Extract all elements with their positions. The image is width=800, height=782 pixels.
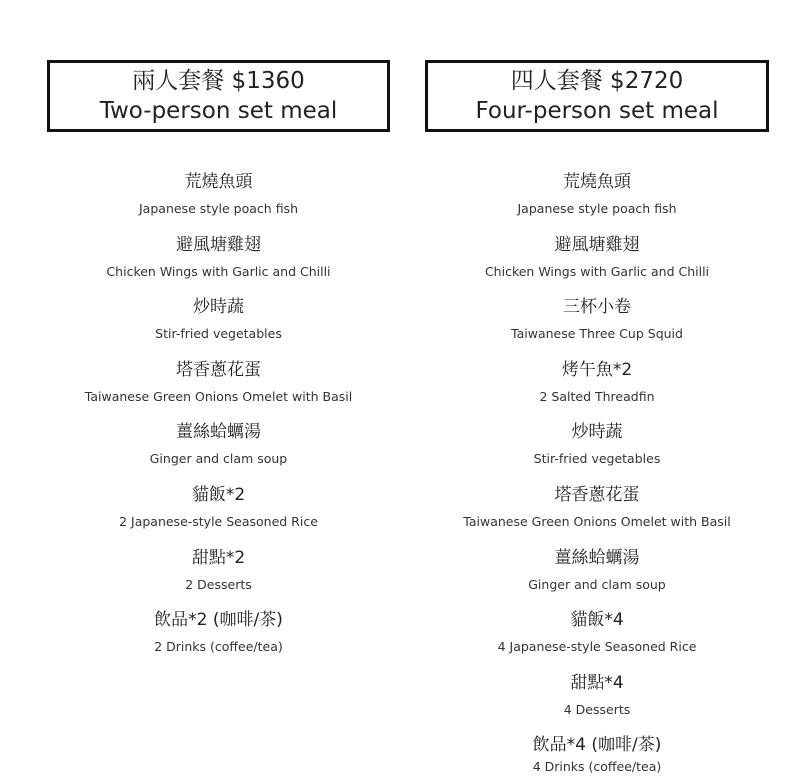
menu-item-chinese-name: 烤午魚*2: [561, 359, 633, 380]
menu-item-english-name: Ginger and clam soup: [149, 451, 288, 467]
menu-item: [425, 233, 769, 296]
menu-item: [47, 295, 390, 358]
menu-item: [425, 170, 769, 233]
menu-item-chinese-name: 貓飯*2: [191, 484, 246, 505]
menu-item-english-name: Taiwanese Three Cup Squid: [511, 326, 683, 342]
menu-item-chinese-name: 避風塘雞翅: [554, 234, 640, 255]
menu-item: [47, 483, 390, 546]
menu-item-english-name: 4 Drinks (coffee/tea): [532, 759, 662, 775]
menu-item-english-name: 4 Desserts: [563, 701, 631, 717]
menu-item-chinese-name: 避風塘雞翅: [176, 234, 261, 255]
two-person-title: 兩人套餐 $1360: [132, 68, 305, 94]
menu-item-english-name: Chicken Wings with Garlic and Chilli: [484, 263, 710, 279]
menu-item-chinese-name: 飲品*4 (咖啡/茶): [532, 735, 662, 756]
four-person-title: 四人套餐 $2720: [510, 68, 684, 94]
menu-item: [425, 546, 769, 609]
menu-item: [425, 608, 769, 671]
menu-item-chinese-name: 甜點*4: [570, 672, 624, 693]
menu-item-chinese-name: 薑絲蛤蠣湯: [176, 422, 261, 443]
menu-item-chinese-name: 三杯小卷: [563, 297, 631, 318]
menu-item: [425, 420, 769, 483]
menu-item: [425, 733, 769, 773]
menu-item-chinese-name: 荒燒魚頭: [184, 172, 253, 192]
menu-item: [425, 358, 769, 421]
menu-item-english-name: 2 Salted Threadfin: [539, 388, 655, 404]
menu-item: [425, 483, 769, 546]
menu-item-chinese-name: 塔香蔥花蛋: [176, 359, 261, 380]
two-person-menu: [47, 60, 390, 671]
two-person-header: [47, 60, 390, 132]
menu-item-english-name: 4 Japanese-style Seasoned Rice: [497, 639, 697, 655]
menu-item: [47, 170, 390, 233]
four-person-menu: [425, 60, 769, 773]
menu-item-chinese-name: 甜點*2: [191, 547, 246, 568]
menu-item-english-name: Taiwanese Green Onions Omelet with Basil: [463, 513, 731, 529]
menu-item-english-name: Stir-fried vegetables: [155, 326, 282, 342]
four-person-item-list: [425, 170, 769, 773]
menu-item-english-name: Ginger and clam soup: [528, 576, 666, 592]
menu-item-english-name: Stir-fried vegetables: [533, 451, 661, 467]
menu-item-chinese-name: 塔香蔥花蛋: [554, 484, 640, 505]
menu-item: [47, 358, 390, 421]
four-person-subtitle: Four-person set meal: [475, 98, 719, 124]
menu-item-english-name: 2 Japanese-style Seasoned Rice: [119, 513, 318, 529]
menu-item: [425, 671, 769, 734]
two-person-item-list: [47, 170, 390, 671]
menu-item-english-name: 2 Desserts: [185, 576, 252, 592]
menu-item-chinese-name: 飲品*2 (咖啡/茶): [154, 610, 283, 631]
menu-item-chinese-name: 荒燒魚頭: [563, 172, 631, 192]
menu-item: [47, 233, 390, 296]
menu-item-english-name: Japanese style poach fish: [139, 201, 298, 216]
menu-item-english-name: 2 Drinks (coffee/tea): [154, 639, 283, 655]
menu-item-english-name: Taiwanese Green Onions Omelet with Basil: [84, 388, 353, 404]
menu-item: [47, 608, 390, 671]
menu-item-chinese-name: 貓飯*4: [570, 610, 624, 631]
menu-item-chinese-name: 薑絲蛤蠣湯: [554, 547, 640, 568]
menu-item-chinese-name: 炒時蔬: [193, 297, 244, 318]
menu-item: [425, 295, 769, 358]
menu-item-english-name: Japanese style poach fish: [517, 201, 677, 216]
menu-item-english-name: Chicken Wings with Garlic and Chilli: [106, 263, 331, 279]
two-person-subtitle: Two-person set meal: [99, 98, 338, 124]
menu-item: [47, 420, 390, 483]
four-person-header: [425, 60, 769, 132]
menu-item: [47, 546, 390, 609]
menu-item-chinese-name: 炒時蔬: [571, 422, 623, 443]
